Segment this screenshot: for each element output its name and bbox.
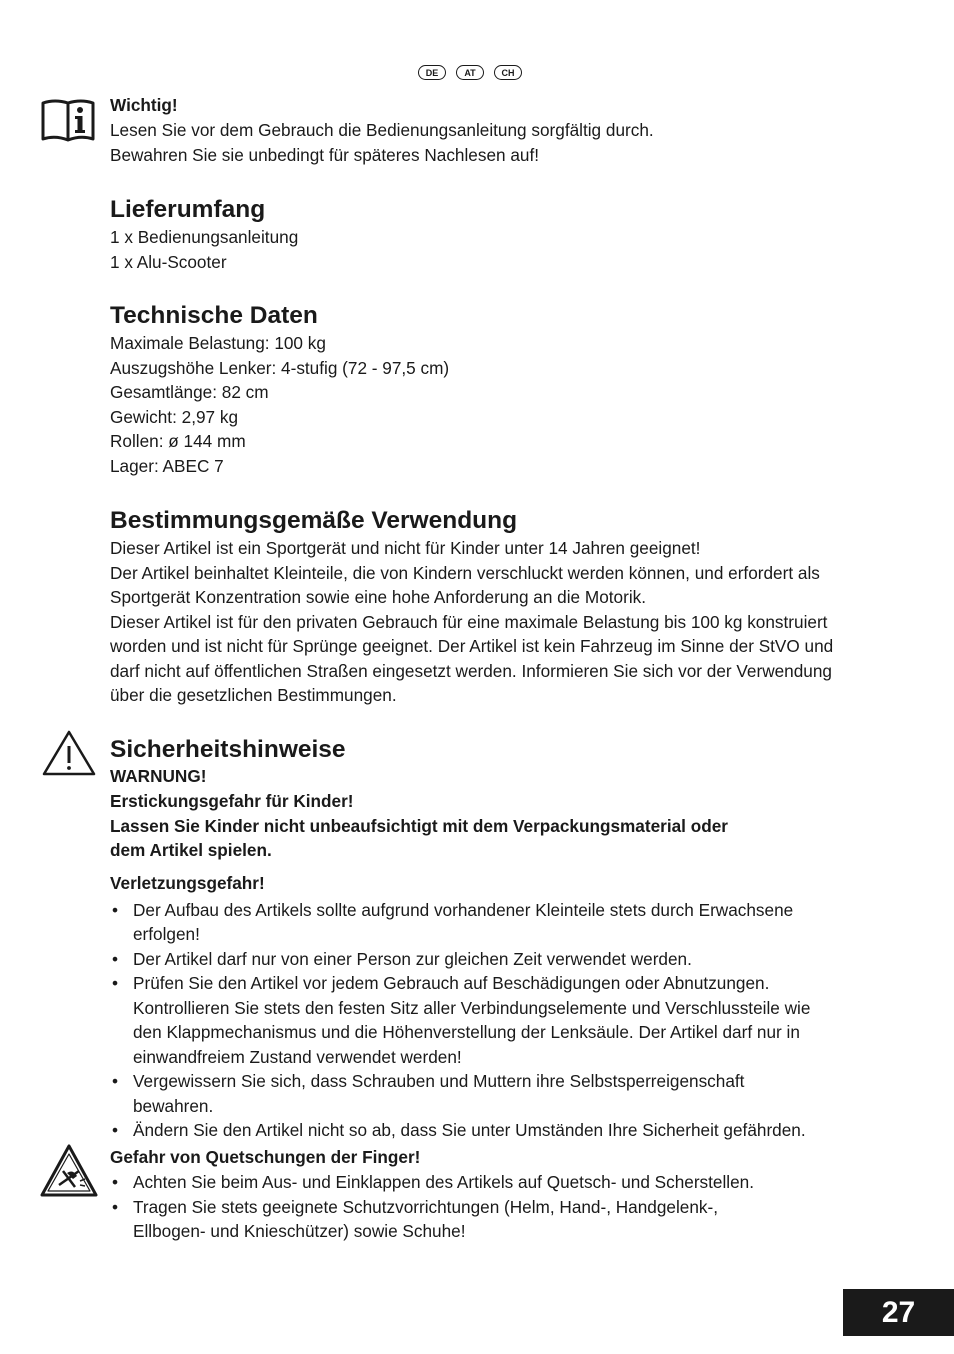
- pinch-bullet-text: Ellbogen- und Knieschützer) sowie Schuhe!: [133, 1221, 466, 1241]
- injury-bullet-text: einwandfreiem Zustand verwendet werden!: [133, 1047, 462, 1067]
- important-line-1: Lesen Sie vor dem Gebrauch die Bedienungsanleitung sorgfältig durch.: [110, 120, 654, 140]
- injury-bullet-text: erfolgen!: [133, 924, 200, 944]
- pinch-bullet-text: Achten Sie beim Aus- und Einklappen des Artikels auf Quetsch- und Scherstellen.: [133, 1172, 755, 1192]
- bullet-icon: •: [112, 1197, 119, 1217]
- important-line-2: Bewahren Sie sie unbedingt für späteres Nachlesen auf!: [110, 145, 539, 165]
- country-badges: [418, 65, 522, 80]
- use-line: über die gesetzlichen Bestimmungen.: [110, 685, 397, 705]
- bullet-icon: •: [112, 1120, 119, 1140]
- tech-title: Technische Daten: [110, 302, 318, 329]
- bullet-icon: •: [112, 949, 119, 969]
- bullet-icon: •: [112, 1071, 119, 1091]
- tech-item: Lager: ABEC 7: [110, 456, 224, 476]
- pinch-bullet-text: Tragen Sie stets geeignete Schutzvorrichtungen (Helm, Hand-, Handgelenk-,: [133, 1197, 719, 1217]
- use-line: Dieser Artikel ist ein Sportgerät und nicht für Kinder unter 14 Jahren geeignet!: [110, 538, 701, 558]
- tech-item: Gesamtlänge: 82 cm: [110, 382, 269, 402]
- injury-bullet-text: Der Aufbau des Artikels sollte aufgrund vorhandener Kleinteile stets durch Erwachsene: [133, 900, 794, 920]
- injury-bullet-text: bewahren.: [133, 1096, 214, 1116]
- bullet-icon: •: [112, 1172, 119, 1192]
- use-line: darf nicht auf öffentlichen Straßen eingesetzt werden. Informieren Sie sich vor der Verwendung: [110, 661, 832, 681]
- tech-item: Auszugshöhe Lenker: 4-stufig (72 - 97,5 cm): [110, 358, 450, 378]
- country-badge-ch: CH: [494, 65, 522, 80]
- injury-bullet-text: Kontrollieren Sie stets den festen Sitz aller Verbindungselemente und Verschlussteile wie: [133, 998, 811, 1018]
- warning-triangle-icon: [41, 729, 97, 777]
- info-book-icon: [40, 97, 96, 143]
- scope-item: 1 x Alu-Scooter: [110, 252, 227, 272]
- warning-label: WARNUNG!: [110, 766, 207, 786]
- use-line: Sportgerät Konzentration sowie eine hohe Anforderung an die Motorik.: [110, 587, 647, 607]
- pinch-title: Gefahr von Quetschungen der Finger!: [110, 1147, 421, 1167]
- use-line: worden und ist nicht für Sprünge geeignet. Der Artikel ist kein Fahrzeug im Sinne der StVO und: [110, 636, 834, 656]
- bullet-icon: •: [112, 973, 119, 993]
- injury-title: Verletzungsgefahr!: [110, 873, 265, 893]
- injury-bullet-text: Vergewissern Sie sich, dass Schrauben und Muttern ihre Selbstsperreigenschaft: [133, 1071, 745, 1091]
- tech-item: Maximale Belastung: 100 kg: [110, 333, 326, 353]
- tech-item: Gewicht: 2,97 kg: [110, 407, 239, 427]
- use-line: Dieser Artikel ist für den privaten Gebrauch für eine maximale Belastung bis 100 kg konstruiert: [110, 612, 828, 632]
- injury-bullet-text: Ändern Sie den Artikel nicht so ab, dass Sie unter Umständen Ihre Sicherheit gefährden.: [133, 1120, 806, 1140]
- country-badge-de: DE: [418, 65, 446, 80]
- injury-bullet-text: den Klappmechanismus und die Höhenverstellung der Lenksäule. Der Artikel darf nur in: [133, 1022, 800, 1042]
- injury-bullet-text: Prüfen Sie den Artikel vor jedem Gebrauch auf Beschädigungen oder Abnutzungen.: [133, 973, 770, 993]
- packaging-warning-line-1: Lassen Sie Kinder nicht unbeaufsichtigt mit dem Verpackungsmaterial oder: [110, 816, 728, 836]
- tech-item: Rollen: ø 144 mm: [110, 431, 246, 451]
- packaging-warning-line-2: dem Artikel spielen.: [110, 840, 272, 860]
- use-title: Bestimmungsgemäße Verwendung: [110, 507, 518, 534]
- safety-title: Sicherheitshinweise: [110, 736, 346, 763]
- suffocation-warning: Erstickungsgefahr für Kinder!: [110, 791, 354, 811]
- page-number: 27: [843, 1289, 954, 1336]
- country-badge-at: AT: [456, 65, 484, 80]
- pinch-hazard-icon: [39, 1143, 99, 1199]
- scope-title: Lieferumfang: [110, 196, 266, 223]
- scope-item: 1 x Bedienungsanleitung: [110, 227, 299, 247]
- bullet-icon: •: [112, 900, 119, 920]
- important-heading: Wichtig!: [110, 95, 178, 115]
- injury-bullet-text: Der Artikel darf nur von einer Person zur gleichen Zeit verwendet werden.: [133, 949, 692, 969]
- use-line: Der Artikel beinhaltet Kleinteile, die von Kindern verschluckt werden können, und erfordert als: [110, 563, 820, 583]
